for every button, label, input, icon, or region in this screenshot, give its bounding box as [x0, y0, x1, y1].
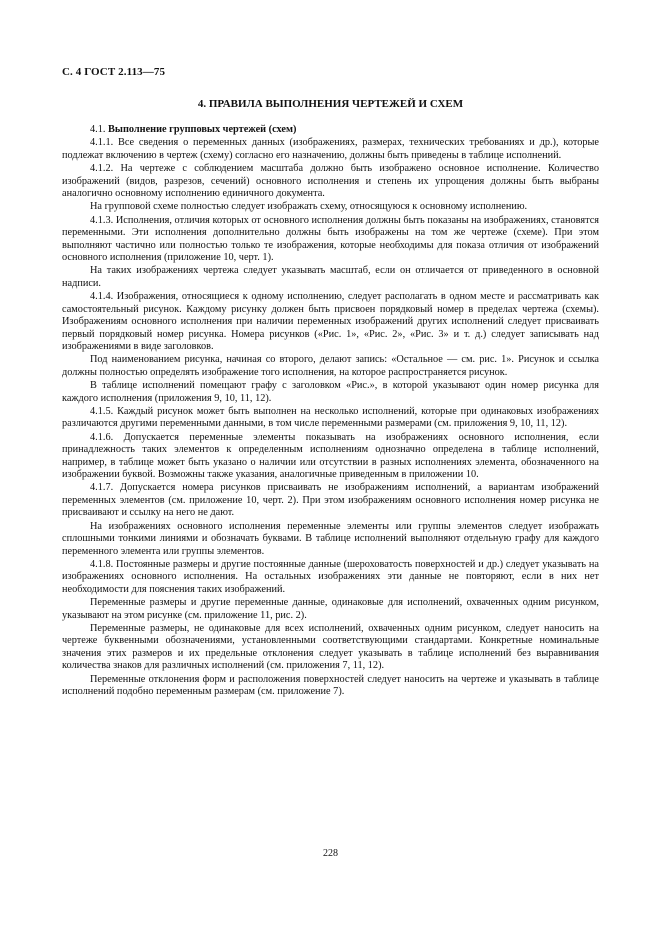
- paragraph-4-1-2: 4.1.2. На чертеже с соблюдением масштаба должно быть изображено основное исполнение. Количество изображений (видов, разрезов, сечений) основного исполнения и степень их упрощения должны быть выбраны аналогично основному исполнению единичного документа.: [62, 163, 599, 200]
- paragraph-4-1-5: 4.1.5. Каждый рисунок может быть выполнен на несколько исполнений, которые при одинаковых изображениях различаются другими переменными данными, в том числе переменными размерами (см. приложения 9, 10, 11, 12).: [62, 405, 599, 430]
- paragraph: В таблице исполнений помещают графу с заголовком «Рис.», в которой указывают один номер рисунка для каждого исполнения (приложения 9, 10, 11, 12).: [62, 380, 599, 404]
- paragraph: На изображениях основного исполнения переменные элементы или группы элементов следует изображать сплошными тонкими линиями и обозначать буквами. В таблице исполнений выполняют отдельную графу для каждого переменного элемента или группы элементов.: [62, 520, 599, 557]
- paragraph: На групповой схеме полностью следует изображать схему, относящуюся к основному исполнению.: [90, 201, 528, 213]
- paragraph-4-1-3: 4.1.3. Исполнения, отличия которых от основного исполнения должны быть показаны на изображениях, становятся переменными. Эти исполнения дополнительно должны быть изображены на том же чертеже (схеме). При этом выполняют частично или полностью только те изображения, которые необходимы для показа отличия от изображений основного исполнения (приложение 10, черт. 1).: [62, 214, 599, 264]
- section-title: 4. ПРАВИЛА ВЫПОЛНЕНИЯ ЧЕРТЕЖЕЙ И СХЕМ: [197, 98, 464, 110]
- page-number: 228: [323, 848, 338, 859]
- subsection-title: Выполнение групповых чертежей (схем): [108, 124, 297, 135]
- paragraph-4-1-8: 4.1.8. Постоянные размеры и другие постоянные данные (шероховатость поверхностей и др.) следует указывать на изображениях основного исполнения. На остальных изображениях эти данные не повторяют, если в них нет необходимости для пояснения таких изображений.: [62, 558, 599, 595]
- paragraph-4-1-6: 4.1.6. Допускается переменные элементы показывать на изображениях основного исполнения, если принадлежность таких элементов к определенным исполнениям однозначно определена в таблице исполнений, например, в таблице может быть указано о наличии или отсутствии в разных исполнениях элемента, обозначенного на изображении буквой. Возможны также указания, аналогичные приведенным в приложении 10.: [62, 431, 599, 481]
- document-body: [62, 124, 599, 700]
- paragraph: Под наименованием рисунка, начиная со второго, делают запись: «Остальное — см. рис. 1». Рисунок и ссылка должны полностью определять изображение того исполнения, на которое распространяется рисунок.: [62, 354, 599, 378]
- subsection-heading: [62, 124, 599, 136]
- paragraph-4-1-7: 4.1.7. Допускается номера рисунков присваивать не изображениям исполнений, а вариантам изображений переменных элементов (см. приложение 10, черт. 2). При этом изображениям основного исполнения номер рисунка не присваивают и ссылку на него не дают.: [62, 482, 599, 519]
- paragraph: Переменные размеры и другие переменные данные, одинаковые для исполнений, охваченных одним рисунком, указывают на этом рисунке (см. приложение 11, рис. 2).: [62, 597, 599, 621]
- paragraph-4-1-4: 4.1.4. Изображения, относящиеся к одному исполнению, следует располагать в одном месте и рассматривать как самостоятельный рисунок. Каждому рисунку должен быть присвоен порядковый номер в пределах чертежа (схемы). Изображениям основного исполнения при наличии переменных изображений других исполнений следует присваивать первый порядковый номер рисунка. Номера рисунков («Рис. 1», «Рис. 2», «Рис. 3» и т. д.) следует записывать над изображениями в виде заголовков.: [62, 291, 599, 353]
- paragraph: Переменные размеры, не одинаковые для всех исполнений, охваченных одним рисунком, следует наносить на чертеже буквенными обозначениями, установленными соответствующими стандартами. Конкретные номинальные значения этих размеров и их предельные отклонения следует указывать в таблице исполнений без выравнивания количества знаков для различных исполнений (см. приложения 7, 11, 12).: [62, 623, 599, 672]
- page-header: С. 4 ГОСТ 2.113—75: [62, 66, 166, 78]
- paragraph: На таких изображениях чертежа следует указывать масштаб, если он отличается от приведенного в основной надписи.: [62, 265, 599, 289]
- paragraph-4-1-1: 4.1.1. Все сведения о переменных данных (изображениях, размерах, технических требованиях и др.), которые подлежат включению в чертеж (схему) согласно его назначению, должны быть приведены в таблице исполнений.: [62, 137, 599, 161]
- subsection-number: 4.1.: [90, 124, 106, 135]
- paragraph: Переменные отклонения форм и расположения поверхностей следует наносить на чертеже и указывать в таблице исполнений подобно переменным размерам (см. приложение 7).: [62, 673, 599, 698]
